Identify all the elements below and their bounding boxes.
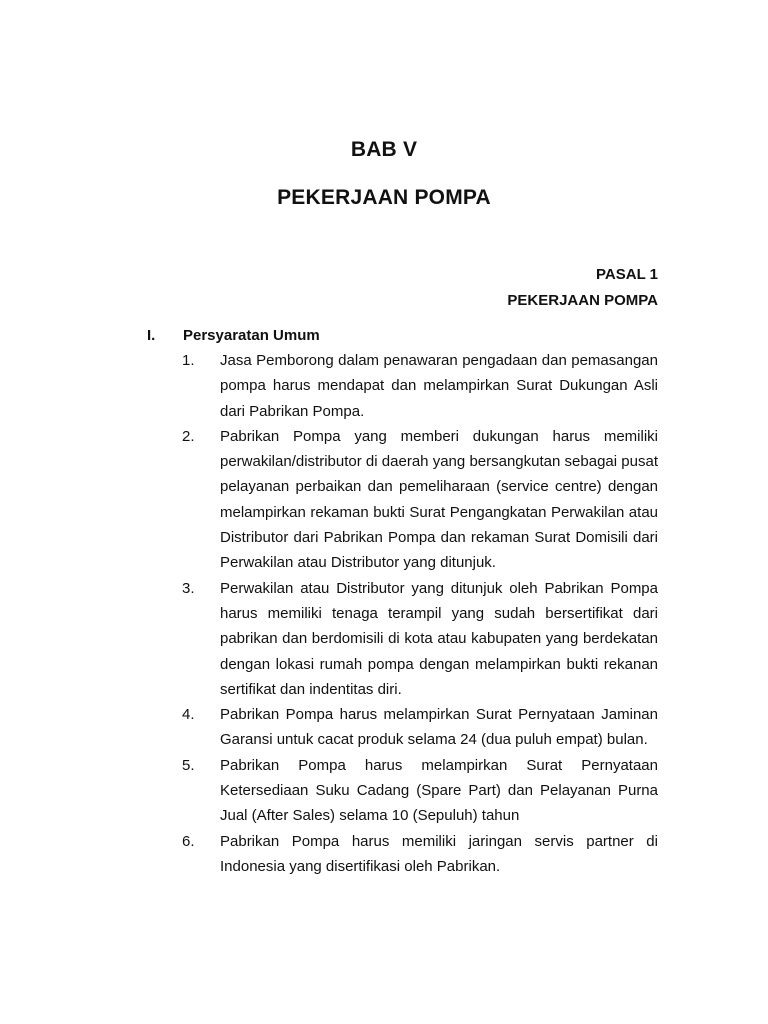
list-item [182,424,658,576]
list-item-number: 6. [182,832,195,850]
list-item-number: 4. [182,706,195,724]
list-item [182,348,658,424]
list-item [182,702,658,753]
list-item-number: 5. [182,756,195,774]
list-item-text: Pabrikan Pompa harus melampirkan Surat Pernyataan Jaminan Garansi untuk cacat produk selama 24 (dua puluh empat) bulan. [220,706,658,749]
list-item-number: 2. [182,427,195,445]
list-item [182,829,658,880]
list-item-text: Pabrikan Pompa harus memiliki jaringan servis partner di Indonesia yang disertifikasi oleh Pabrikan. [220,832,658,875]
article-title: PEKERJAAN POMPA [507,292,658,309]
list-item-text: Pabrikan Pompa harus melampirkan Surat Pernyataan Ketersediaan Suku Cadang (Spare Part) dan Pelayanan Purna Jual (After Sales) selama 10 (Sepuluh) tahun [220,756,658,825]
chapter-title: PEKERJAAN POMPA [277,186,491,209]
requirements-list [182,348,658,879]
chapter-heading: BAB V [350,138,418,161]
list-item-text: Jasa Pemborong dalam penawaran pengadaan dan pemasangan pompa harus mendapat dan melampirkan Surat Dukungan Asli dari Pabrikan Pompa. [220,352,658,420]
section-heading [147,327,320,344]
list-item [182,753,658,829]
article-number: PASAL 1 [596,266,658,283]
list-item-number: 1. [182,352,195,369]
list-item-number: 3. [182,579,195,597]
section-number: I. [147,327,156,344]
section-title: Persyaratan Umum [183,327,320,344]
list-item [182,576,658,702]
list-item-text: Perwakilan atau Distributor yang ditunjuk oleh Pabrikan Pompa harus memiliki tenaga terampil yang sudah bersertifikat dari pabrikan dan berdomisili di kota atau kabupaten yang berdekatan dengan lokasi rumah pompa dengan melampirkan bukti rekanan sertifikat dan indentitas diri. [220,579,658,698]
list-item-text: Pabrikan Pompa yang memberi dukungan harus memiliki perwakilan/distributor di daerah yang bersangkutan sebagai pusat pelayanan perbaikan dan pemeliharaan (service centre) dengan melampirkan rekaman bukti Surat Pengangkatan Perwakilan atau Distributor dari Pabrikan Pompa dan rekaman Surat Domisili dari Perwakilan atau Distributor yang ditunjuk. [220,427,658,572]
